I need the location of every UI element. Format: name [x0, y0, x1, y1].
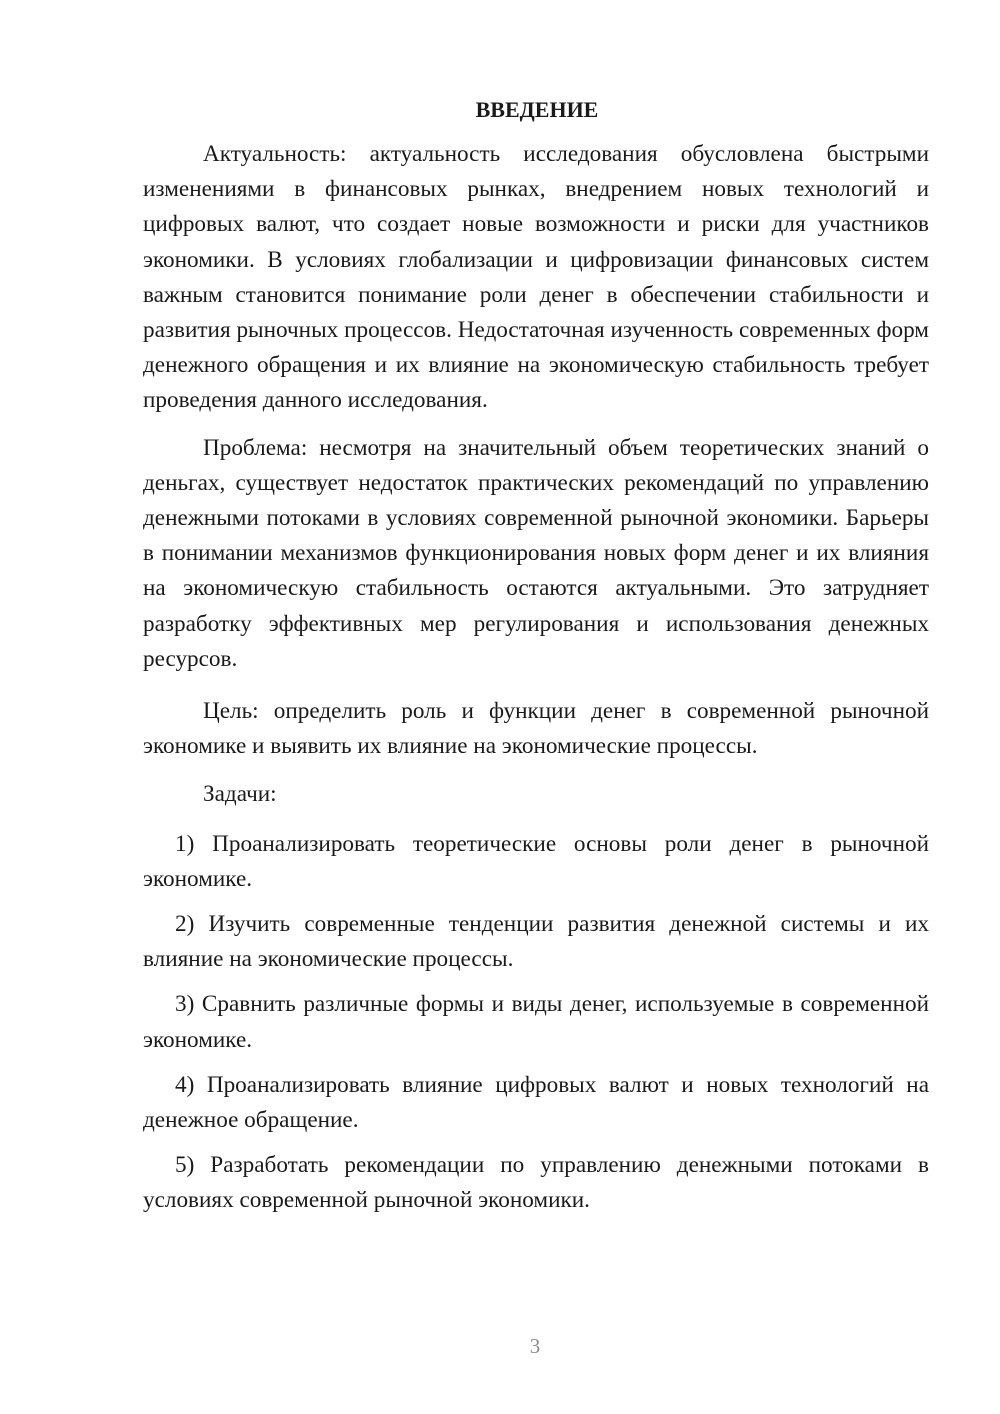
- task-item-1: 1) Проанализировать теоретические основы роли денег в рыночной экономике.: [143, 830, 929, 892]
- task-item-4: 4) Проанализировать влияние цифровых валют и новых технологий на денежное обращение.: [143, 1071, 929, 1134]
- task-item-5: 5) Разработать рекомендации по управлению денежными потоками в условиях современной рыночной экономики.: [143, 1152, 929, 1214]
- relevance-paragraph: Актуальность: актуальность исследования обусловлена быстрыми изменениями в финансовых рынках, внедрением новых технологий и цифровых валют, что создает новые возможности и риски для участников экономики. В условиях глобализации и цифровизации финансовых систем важным становится понимание роли денег в обеспечении стабильности и развития рыночных процессов. Недостаточная изученность современных форм денежного обращения и их влияние на экономическую стабильность требует проведения данного исследования.: [143, 141, 929, 414]
- page-number: 3: [529, 1334, 541, 1358]
- document-body: [143, 95, 929, 1219]
- tasks-heading: Задачи:: [203, 781, 277, 808]
- goal-paragraph: Цель: определить роль и функции денег в современной рыночной экономике и выявить их влияние на экономические процессы.: [143, 698, 929, 760]
- task-item-3: 3) Сравнить различные формы и виды денег, используемые в современной экономике.: [143, 991, 929, 1053]
- section-title: ВВЕДЕНИЕ: [475, 97, 599, 122]
- task-item-2: 2) Изучить современные тенденции развития денежной системы и их влияние на экономические процессы.: [143, 911, 929, 973]
- problem-paragraph: Проблема: несмотря на значительный объем теоретических знаний о деньгах, существует недостаток практических рекомендаций по управлению денежными потоками в условиях современной рыночной экономики. Барьеры в понимании механизмов функционирования новых форм денег и их влияния на экономическую стабильность остаются актуальными. Это затрудняет разработку эффективных мер регулирования и использования денежных ресурсов.: [143, 434, 929, 672]
